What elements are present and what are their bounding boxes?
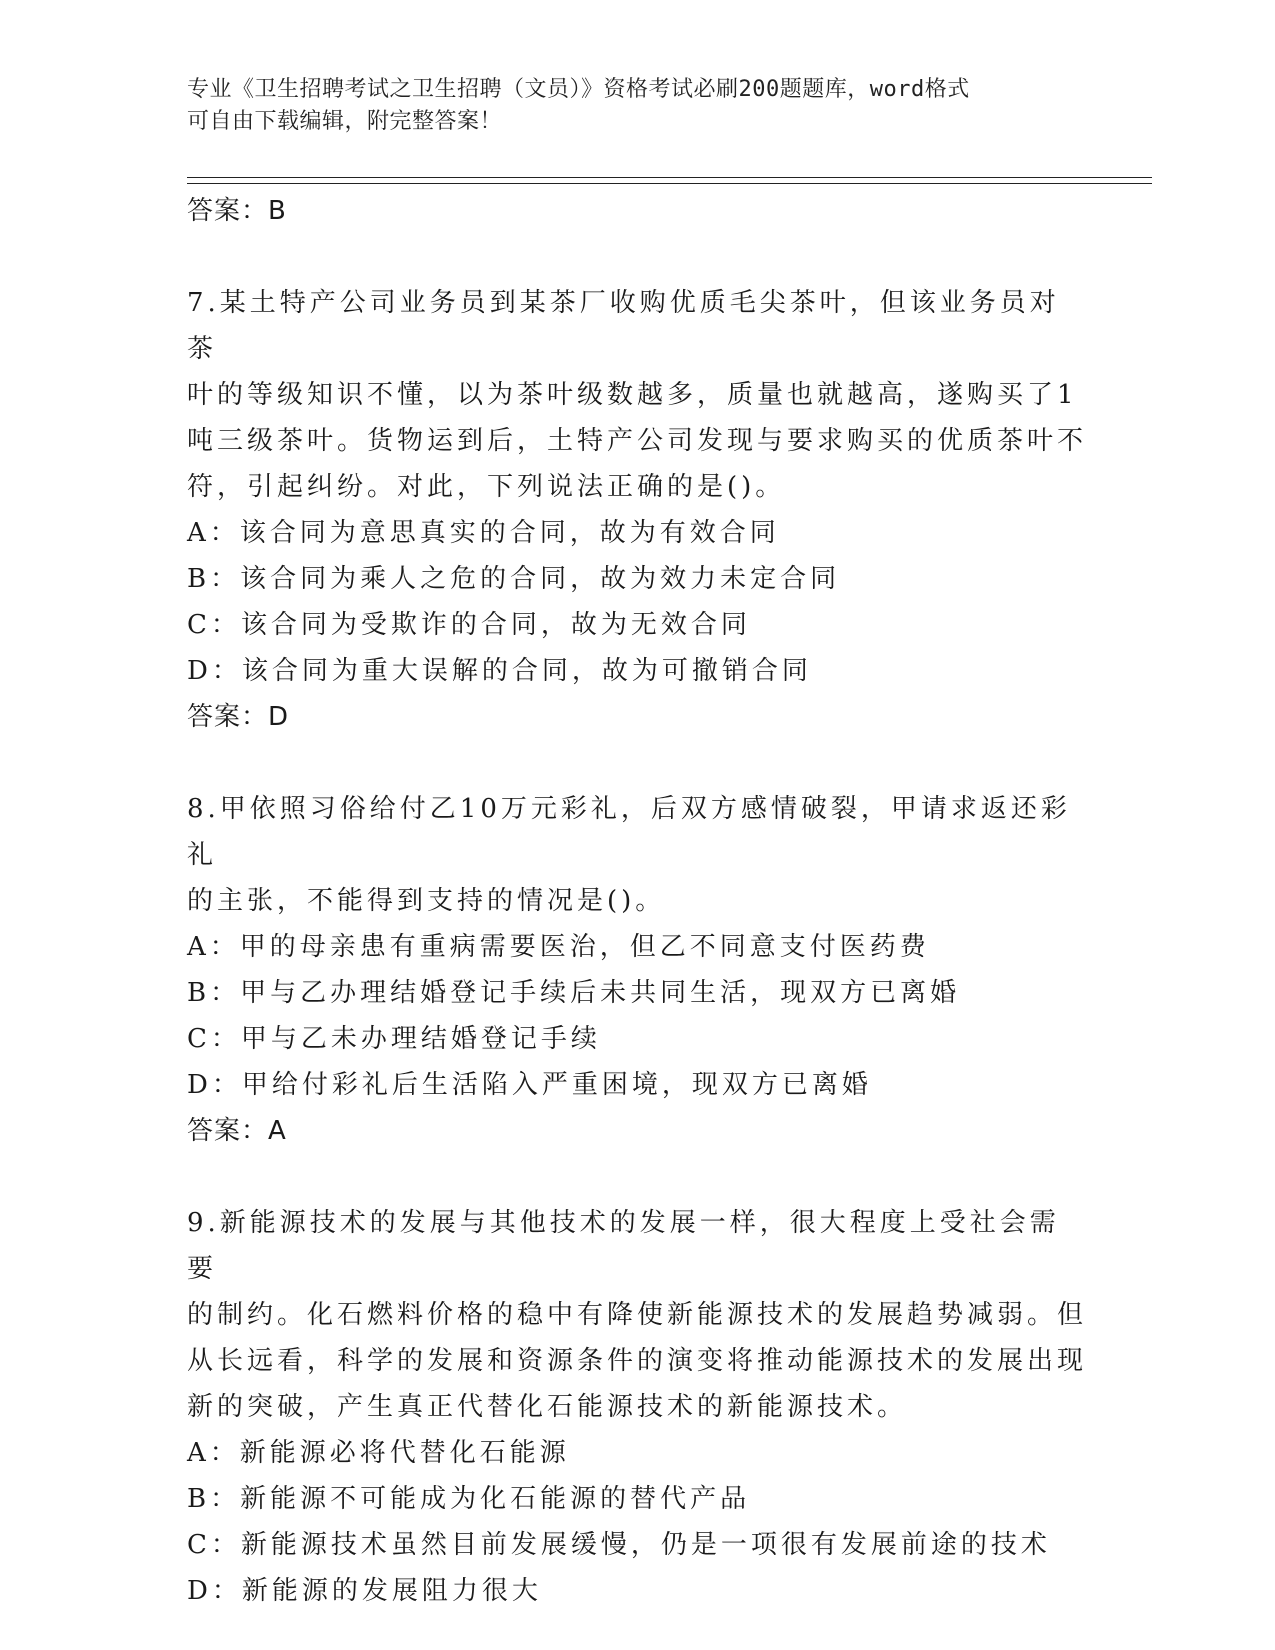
answer-line: 答案：A	[187, 1116, 287, 1146]
answer-line: 答案：D	[187, 702, 290, 732]
question-text-line: 叶的等级知识不懂，以为茶叶级数越多，质量也就越高，遂购买了1	[187, 380, 1078, 410]
option-c: C：甲与乙未办理结婚登记手续	[187, 1024, 601, 1054]
question-text-line: 9.新能源技术的发展与其他技术的发展一样，很大程度上受社会需要	[187, 1208, 1060, 1284]
question-text-line: 的主张，不能得到支持的情况是()。	[187, 886, 666, 916]
header-divider-bottom	[187, 183, 1152, 184]
option-b: B：该合同为乘人之危的合同，故为效力未定合同	[187, 564, 841, 594]
question-text-line: 7.某土特产公司业务员到某茶厂收购优质毛尖茶叶，但该业务员对茶	[187, 288, 1060, 364]
question-8	[187, 786, 1087, 924]
header-divider-top	[187, 177, 1152, 178]
question-text-line: 新的突破，产生真正代替化石能源技术的新能源技术。	[187, 1392, 908, 1422]
option-d: D：该合同为重大误解的合同，故为可撤销合同	[187, 656, 812, 686]
header-line-2: 可自由下载编辑，附完整答案！	[187, 109, 503, 134]
option-a: A：甲的母亲患有重病需要医治，但乙不同意支付医药费	[187, 932, 930, 962]
question-text-line: 的制约。化石燃料价格的稳中有降使新能源技术的发展趋势减弱。但	[187, 1300, 1088, 1330]
question-text-line: 符，引起纠纷。对此，下列说法正确的是()。	[187, 472, 786, 502]
document-body	[187, 188, 1087, 1614]
option-d: D：甲给付彩礼后生活陷入严重困境，现双方已离婚	[187, 1070, 872, 1100]
answer-line: 答案：B	[187, 196, 287, 226]
question-text-line: 从长远看，科学的发展和资源条件的演变将推动能源技术的发展出现	[187, 1346, 1088, 1376]
document-header	[187, 74, 1087, 138]
option-c: C：新能源技术虽然目前发展缓慢，仍是一项很有发展前途的技术	[187, 1530, 1051, 1560]
question-7	[187, 280, 1087, 510]
option-c: C：该合同为受欺诈的合同，故为无效合同	[187, 610, 751, 640]
option-b: B：甲与乙办理结婚登记手续后未共同生活，现双方已离婚	[187, 978, 961, 1008]
option-a: A：该合同为意思真实的合同，故为有效合同	[187, 518, 780, 548]
question-9	[187, 1200, 1087, 1430]
option-b: B：新能源不可能成为化石能源的替代产品	[187, 1484, 751, 1514]
header-line-1: 专业《卫生招聘考试之卫生招聘（文员）》资格考试必刷200题题库，word格式	[187, 77, 970, 102]
option-d: D：新能源的发展阻力很大	[187, 1576, 542, 1606]
question-text-line: 8.甲依照习俗给付乙10万元彩礼，后双方感情破裂，甲请求返还彩礼	[187, 794, 1071, 870]
question-text-line: 吨三级茶叶。货物运到后，土特产公司发现与要求购买的优质茶叶不	[187, 426, 1088, 456]
option-a: A：新能源必将代替化石能源	[187, 1438, 570, 1468]
